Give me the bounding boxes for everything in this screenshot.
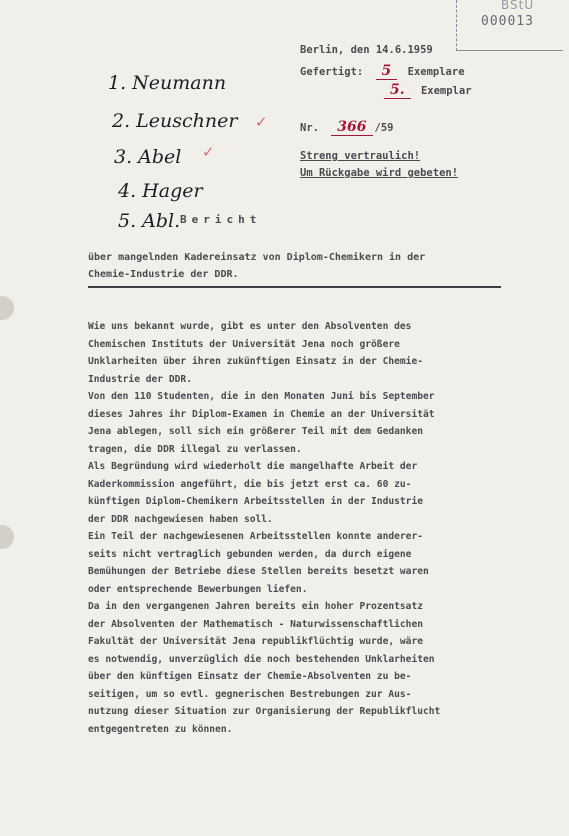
distribution-entry-4: 4. Hager <box>118 180 203 202</box>
body-line: nutzung dieser Situation zur Organisierung der Republikflucht <box>88 706 441 717</box>
body-line: Kaderkommission angeführt, die bis jetzt erst ca. 60 zu- <box>88 478 412 490</box>
body-line: Da in den vergangenen Jahren bereits ein hoher Prozentsatz <box>88 601 424 612</box>
place-date: Berlin, den 14.6.1959 <box>300 44 433 56</box>
distribution-entry-1: 1. Neumann <box>108 72 227 94</box>
copies-made-value: 5 <box>376 63 398 80</box>
body-line: Von den 110 Studenten, die in den Monaten Juni bis September <box>88 391 435 402</box>
body-line: oder entsprechende Bewerbungen liefen. <box>88 583 308 595</box>
document-number-line <box>300 119 394 135</box>
body-line: Industrie der DDR. <box>88 373 192 385</box>
document-number-suffix: /59 <box>374 122 394 134</box>
document-number-label: Nr. <box>300 122 319 134</box>
body-line: entgegentreten zu können. <box>88 723 233 735</box>
distribution-entry-5: 5. Abl. <box>118 210 181 232</box>
archive-stamp-label: BStU <box>501 0 535 12</box>
body-line: seitigen, um so evtl. gegnerischen Bestrebungen zur Aus- <box>88 688 412 700</box>
document-number-value: 366 <box>331 119 372 136</box>
body-line: seits nicht vertraglich gebunden werden, da durch eigene <box>88 548 412 560</box>
secrecy-note: Streng vertraulich! <box>300 150 421 162</box>
body-line: der DDR nachgewiesen haben soll. <box>88 513 273 525</box>
copies-prefix: Gefertigt: <box>300 66 364 78</box>
subject-line-2: Chemie-Industrie der DDR. <box>88 269 239 280</box>
body-line: Ein Teil der nachgewiesenen Arbeitsstellen konnte anderer- <box>88 531 424 542</box>
body-line: über den künftigen Einsatz der Chemie-Absolventen zu be- <box>88 671 412 682</box>
subject-divider <box>88 286 501 288</box>
subject <box>88 249 425 283</box>
body-line: Fakultät der Universität Jena republikflüchtig wurde, wäre <box>88 636 424 647</box>
copy-number-line <box>384 82 472 98</box>
document-type-heading: Bericht <box>180 213 262 226</box>
body-line: Chemischen Instituts der Universität Jena noch größere <box>88 338 400 350</box>
check-mark-icon: ✓ <box>255 113 268 131</box>
check-mark-icon: ✓ <box>202 143 215 161</box>
distribution-entry-2: 2. Leuschner <box>112 110 238 132</box>
body-line: tragen, die DDR illegal zu verlassen. <box>88 443 302 455</box>
punch-hole <box>0 525 14 549</box>
punch-hole <box>0 296 14 320</box>
body-line: Unklarheiten über ihren zukünftigen Einsatz in der Chemie- <box>88 356 424 367</box>
body-line: Als Begründung wird wiederholt die mangelhafte Arbeit der <box>88 461 418 472</box>
body-line: künftigen Diplom-Chemikern Arbeitsstellen in der Industrie <box>88 496 424 507</box>
body-line: Jena ablegen, soll sich ein größerer Teil mit dem Gedanken <box>88 426 424 437</box>
body-line: es notwendig, unverzüglich die noch bestehenden Unklarheiten <box>88 653 435 665</box>
copies-made-unit: Exemplare <box>407 66 465 78</box>
return-request-note: Um Rückgabe wird gebeten! <box>300 167 459 179</box>
distribution-entry-3: 3. Abel <box>114 146 182 168</box>
body-line: Wie uns bekannt wurde, gibt es unter den Absolventen des <box>88 321 412 332</box>
body-line: dieses Jahres ihr Diplom-Examen in Chemie an der Universität <box>88 408 435 420</box>
archive-stamp <box>456 0 563 51</box>
body-line: der Absolventen der Mathematisch - Naturwissenschaftlichen <box>88 618 424 630</box>
copy-number-unit: Exemplar <box>420 85 472 97</box>
copy-number-value: 5. <box>384 82 411 99</box>
copies-line <box>300 63 465 79</box>
subject-line-1: über mangelnden Kadereinsatz von Diplom-Chemikern in der <box>88 252 426 263</box>
archive-page-number: 000013 <box>481 14 534 29</box>
body-line: Bemühungen der Betriebe diese Stellen bereits besetzt waren <box>88 566 429 577</box>
report-body <box>88 318 528 738</box>
